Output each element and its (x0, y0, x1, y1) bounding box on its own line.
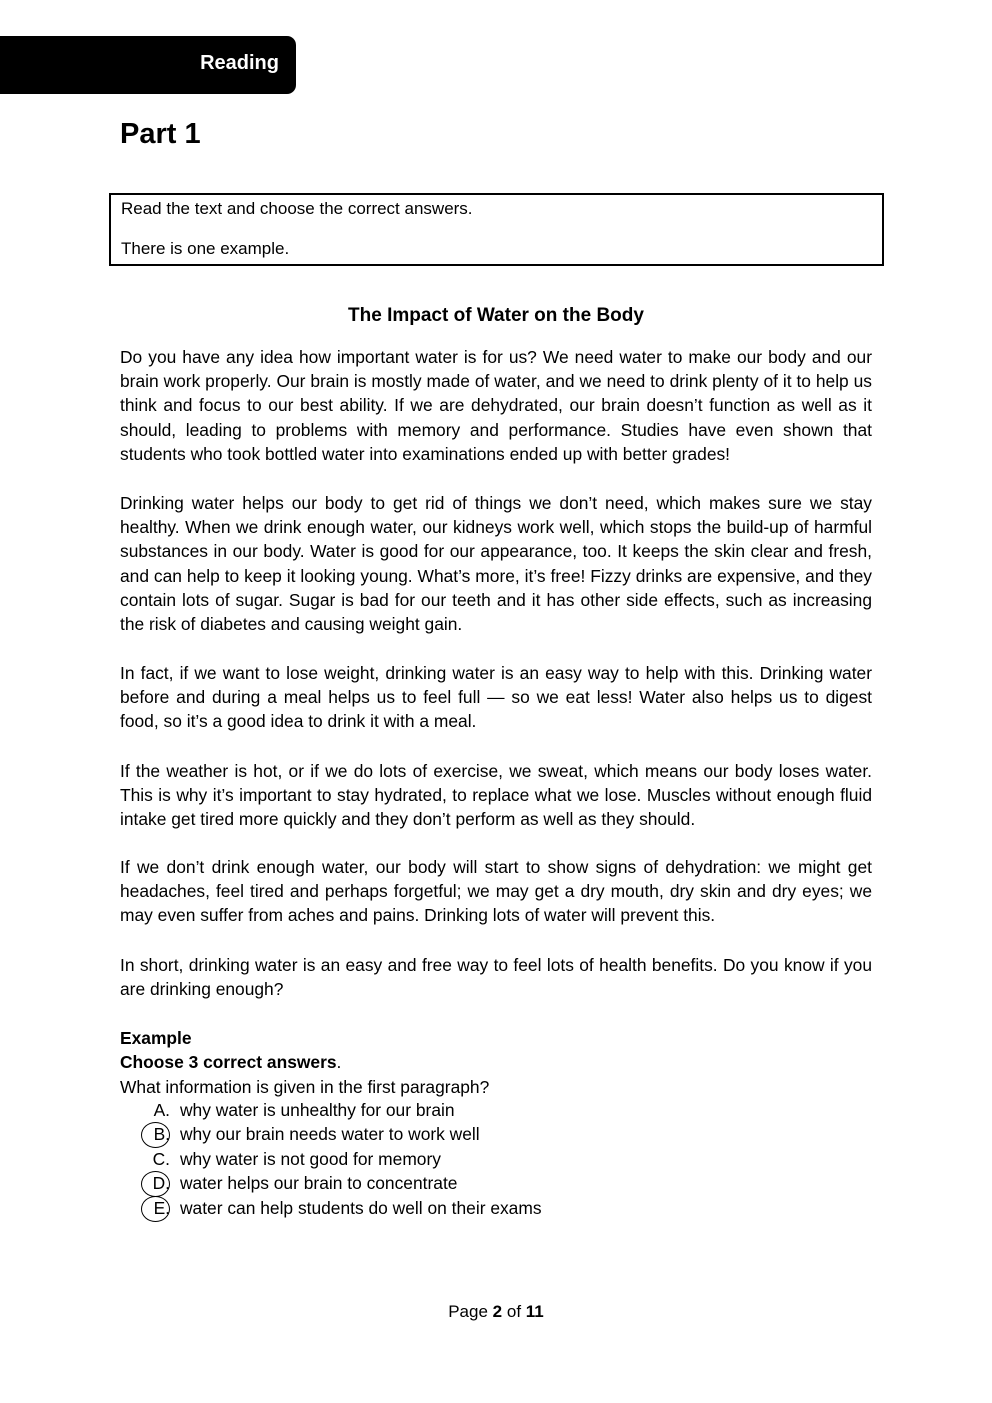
article-paragraph: In fact, if we want to lose weight, drinking water is an easy way to help with this. Drinking water before and during a meal helps us to feel full — so we eat less! Water also helps us to digest food, so it’s a good idea to drink it with a meal. (120, 663, 872, 732)
example-section (120, 1026, 489, 1099)
part-title: Part 1 (120, 118, 201, 150)
example-heading: Example (120, 1028, 192, 1048)
option-text: water can help students do well on their exams (180, 1197, 542, 1218)
page-number: Page 2 of 11 (448, 1302, 544, 1321)
article-title: The Impact of Water on the Body (348, 305, 644, 326)
option-text: why water is unhealthy for our brain (180, 1100, 455, 1120)
option-letter-circled: B. (140, 1122, 172, 1146)
option-text: water helps our brain to concentrate (180, 1173, 458, 1194)
example-question: What information is given in the first paragraph? (120, 1076, 490, 1097)
example-instruction: Choose 3 correct answers. (120, 1052, 342, 1073)
instruction-line: There is one example. (121, 239, 290, 258)
article-paragraph: If the weather is hot, or if we do lots of exercise, we sweat, which means our body loses water. This is why it’s important to stay hydrated, to replace what we lose. Muscles without enough fluid intake get tired more quickly and they don’t perform as well as they should. (120, 761, 872, 830)
article-paragraph: Do you have any idea how important water is for us? We need water to make our body and our brain work properly. Our brain is mostly made of water, and we need to drink plenty of it to help us think and focus to our best ability. If we are dehydrated, our brain doesn’t function as well as it should, leading to problems with memory and performance. Studies have even shown that students who took bottled water into examinations ended up with better grades! (120, 347, 872, 464)
option-letter: C. (152, 1148, 170, 1169)
section-tab-label: Reading (200, 52, 279, 74)
instructions-box (109, 193, 884, 266)
article-paragraph: In short, drinking water is an easy and free way to feel lots of health benefits. Do you know if you are drinking enough? (120, 955, 872, 1000)
article-paragraph: If we don’t drink enough water, our body will start to show signs of dehydration: we might get headaches, feel tired and perhaps forgetful; we may get a dry mouth, dry skin and dry eyes; we may even suffer from aches and pains. Drinking lots of water will prevent this. (120, 857, 872, 926)
option-letter-circled: E. (140, 1196, 172, 1220)
section-tab (0, 36, 296, 94)
instruction-line: Read the text and choose the correct answers. (121, 199, 473, 218)
option-text: why water is not good for memory (180, 1148, 441, 1169)
article-paragraph: Drinking water helps our body to get rid of things we don’t need, which makes sure we stay healthy. When we drink enough water, our kidneys work well, which stops the build-up of harmful substances in our body. Water is good for our appearance, too. It keeps the skin clear and fresh, and can help to keep it looking young. What’s more, it’s free! Fizzy drinks are expensive, and they contain lots of sugar. Sugar is bad for our teeth and it has other side effects, such as increasing the risk of diabetes and causing weight gain. (120, 493, 872, 635)
option-letter-circled: D. (140, 1171, 172, 1195)
option-letter: A. (153, 1100, 170, 1120)
option-text: why our brain needs water to work well (180, 1124, 480, 1145)
